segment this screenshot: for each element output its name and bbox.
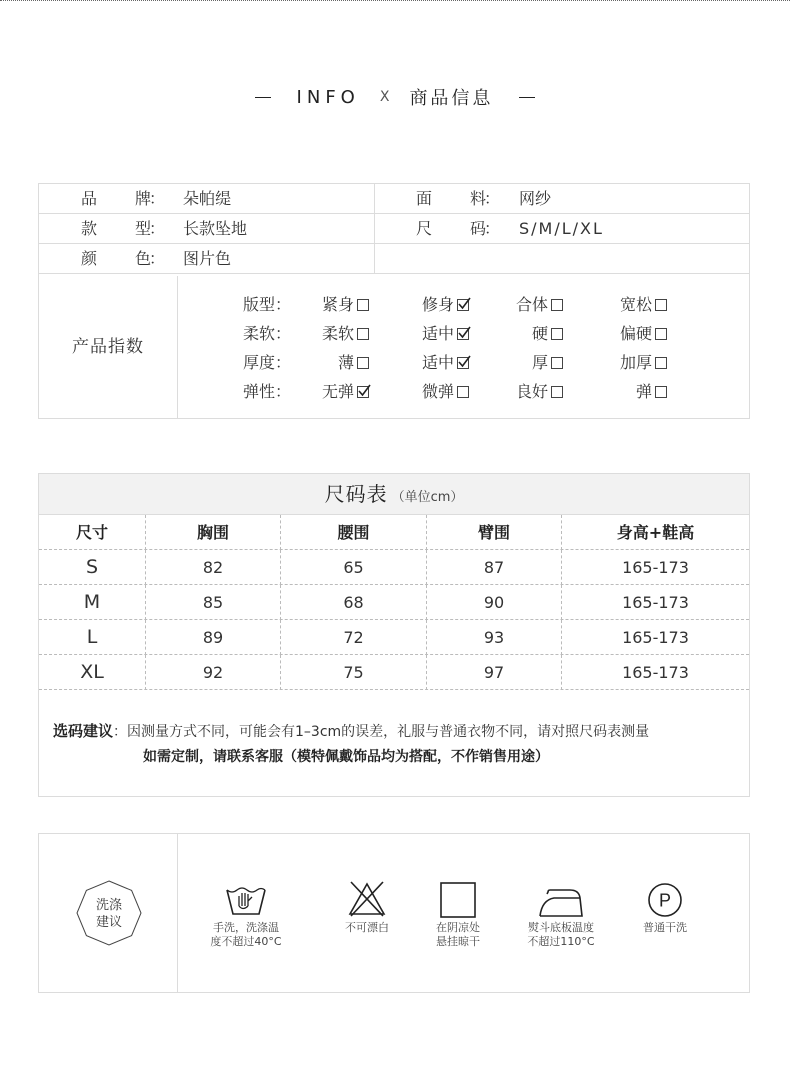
info-row: [39, 214, 749, 244]
brand-value: 朵帕缇: [183, 189, 232, 208]
index-option: [399, 319, 469, 348]
unchecked-box-icon: [357, 299, 369, 311]
table-cell: 165-173: [622, 593, 689, 612]
checked-box-icon: [457, 328, 469, 340]
index-option-label: 硬: [531, 324, 548, 343]
info-label: 颜 色: [81, 249, 151, 268]
index-option: [597, 377, 667, 406]
index-option: [493, 290, 563, 319]
info-row: [39, 184, 749, 214]
index-option-label: 弹: [635, 382, 652, 401]
info-colon: ：: [484, 219, 501, 238]
info-colon: ：: [484, 189, 501, 208]
index-option: [493, 348, 563, 377]
table-cell: 82: [146, 550, 281, 585]
info-label: 款 型: [81, 219, 151, 238]
checked-box-icon: [457, 299, 469, 311]
advice-colon: ：: [113, 724, 128, 740]
table-cell: 85: [146, 585, 281, 620]
unchecked-box-icon: [551, 328, 563, 340]
index-label: 版型：: [243, 295, 292, 314]
size-table-box: [38, 473, 750, 797]
table-cell: 72: [281, 620, 427, 655]
header-dash-right: [519, 97, 535, 98]
index-option-label: 偏硬: [619, 324, 652, 343]
index-option-label: 适中: [421, 353, 454, 372]
index-option: [597, 319, 667, 348]
advice-line-2: 如需定制，请联系客服（模特佩戴饰品均为搭配，不作销售用途）: [143, 749, 549, 765]
header-separator: X: [379, 89, 390, 105]
index-option-label: 宽松: [619, 295, 652, 314]
unchecked-box-icon: [655, 386, 667, 398]
table-cell: 92: [146, 655, 281, 690]
index-option: [299, 377, 369, 406]
section-header: [0, 82, 790, 112]
care-badge-text: 洗涤 建议: [95, 898, 122, 930]
table-cell: 97: [427, 655, 562, 690]
index-label: 柔软：: [243, 324, 292, 343]
hand-wash-icon: [225, 884, 267, 918]
table-cell: 75: [281, 655, 427, 690]
info-label: 尺 码: [416, 219, 486, 238]
index-option-label: 良好: [515, 382, 548, 401]
checked-box-icon: [457, 357, 469, 369]
care-item-hand-wash: 手洗，洗涤温 度不超过40°C: [196, 878, 296, 949]
size-table-title: 尺码表: [324, 482, 388, 506]
index-option-label: 加厚: [619, 353, 652, 372]
unchecked-box-icon: [457, 386, 469, 398]
table-cell: 93: [427, 620, 562, 655]
unchecked-box-icon: [655, 357, 667, 369]
table-cell: 90: [427, 585, 562, 620]
index-option-label: 薄: [337, 353, 354, 372]
info-label: 品 牌: [81, 189, 151, 208]
advice-text: 因测量方式不同，可能会有1–3cm的误差，礼服与普通衣物不同，请对照尺码表测量: [127, 724, 650, 740]
size-table-unit: （单位cm）: [391, 490, 464, 505]
column-header: 腰围: [281, 515, 427, 550]
info-colon: ：: [149, 219, 166, 238]
index-option-label: 修身: [421, 295, 454, 314]
index-option-label: 无弹: [321, 382, 354, 401]
size-value: S/M/L/XL: [519, 219, 604, 238]
fabric-value: 网纱: [519, 189, 552, 208]
index-option: [399, 290, 469, 319]
column-header: 臂围: [427, 515, 562, 550]
unchecked-box-icon: [357, 357, 369, 369]
table-row: [39, 620, 749, 655]
table-cell: 68: [281, 585, 427, 620]
index-option: [597, 348, 667, 377]
index-row: [39, 377, 749, 406]
color-value: 图片色: [183, 249, 232, 268]
advice-label: 选码建议: [53, 722, 114, 740]
column-header: 身高+鞋高: [616, 523, 695, 542]
table-cell: 165-173: [622, 663, 689, 682]
header-title-cn: 商品信息: [409, 88, 494, 109]
care-item-dry-clean: P 普通干洗: [615, 878, 715, 935]
index-label: 弹性：: [243, 382, 292, 401]
table-cell: 87: [427, 550, 562, 585]
table-row: [39, 585, 749, 620]
index-option: [493, 377, 563, 406]
size-table-header: [39, 474, 749, 515]
unchecked-box-icon: [357, 328, 369, 340]
table-cell: M: [39, 585, 146, 620]
index-option: [299, 348, 369, 377]
index-option: [299, 319, 369, 348]
index-option-label: 柔软: [321, 324, 354, 343]
table-cell: S: [39, 550, 146, 585]
style-value: 长款坠地: [183, 219, 248, 238]
dry-clean-symbol: P: [658, 890, 672, 911]
product-info-box: [38, 183, 750, 419]
care-item-iron: 熨斗底板温度 不超过110°C: [511, 878, 611, 949]
table-cell: 165-173: [622, 628, 689, 647]
index-option-label: 适中: [421, 324, 454, 343]
table-header-row: [39, 515, 749, 550]
info-colon: ：: [149, 249, 166, 268]
column-header: 尺寸: [39, 515, 146, 550]
iron-icon: [538, 884, 584, 918]
checked-box-icon: [357, 386, 369, 398]
shade-dry-icon: [440, 882, 476, 918]
table-cell: 165-173: [622, 558, 689, 577]
index-title: 产品指数: [72, 337, 144, 357]
top-dotted-border: [0, 0, 790, 1]
info-colon: ：: [149, 189, 166, 208]
care-item-shade-dry: 在阴凉处 悬挂晾干: [408, 878, 508, 949]
header-info: INFO: [296, 86, 360, 108]
table-cell: 65: [281, 550, 427, 585]
table-cell: 89: [146, 620, 281, 655]
index-row: [39, 290, 749, 319]
table-row: [39, 655, 749, 690]
table-cell: L: [39, 620, 146, 655]
unchecked-box-icon: [551, 357, 563, 369]
index-label: 厚度：: [243, 353, 292, 372]
index-option-label: 微弹: [421, 382, 454, 401]
info-label: 面 料: [416, 189, 486, 208]
info-row: [39, 244, 749, 274]
care-item-no-bleach: 不可漂白: [317, 878, 417, 935]
index-option: [399, 377, 469, 406]
index-row: [39, 319, 749, 348]
no-bleach-icon: [347, 880, 387, 918]
unchecked-box-icon: [655, 328, 667, 340]
product-index: [39, 276, 749, 418]
index-option-label: 合体: [515, 295, 548, 314]
dry-clean-icon: [647, 882, 683, 918]
header-dash-left: [255, 97, 271, 98]
column-header: 胸围: [146, 515, 281, 550]
index-option: [493, 319, 563, 348]
index-option-label: 厚: [531, 353, 548, 372]
unchecked-box-icon: [551, 299, 563, 311]
care-box: [38, 833, 750, 993]
advice-line-1: [53, 720, 649, 741]
index-option: [399, 348, 469, 377]
table-row: [39, 550, 749, 585]
table-cell: XL: [39, 655, 146, 690]
unchecked-box-icon: [551, 386, 563, 398]
unchecked-box-icon: [655, 299, 667, 311]
index-option: [597, 290, 667, 319]
index-option-label: 紧身: [321, 295, 354, 314]
index-row: [39, 348, 749, 377]
index-option: [299, 290, 369, 319]
